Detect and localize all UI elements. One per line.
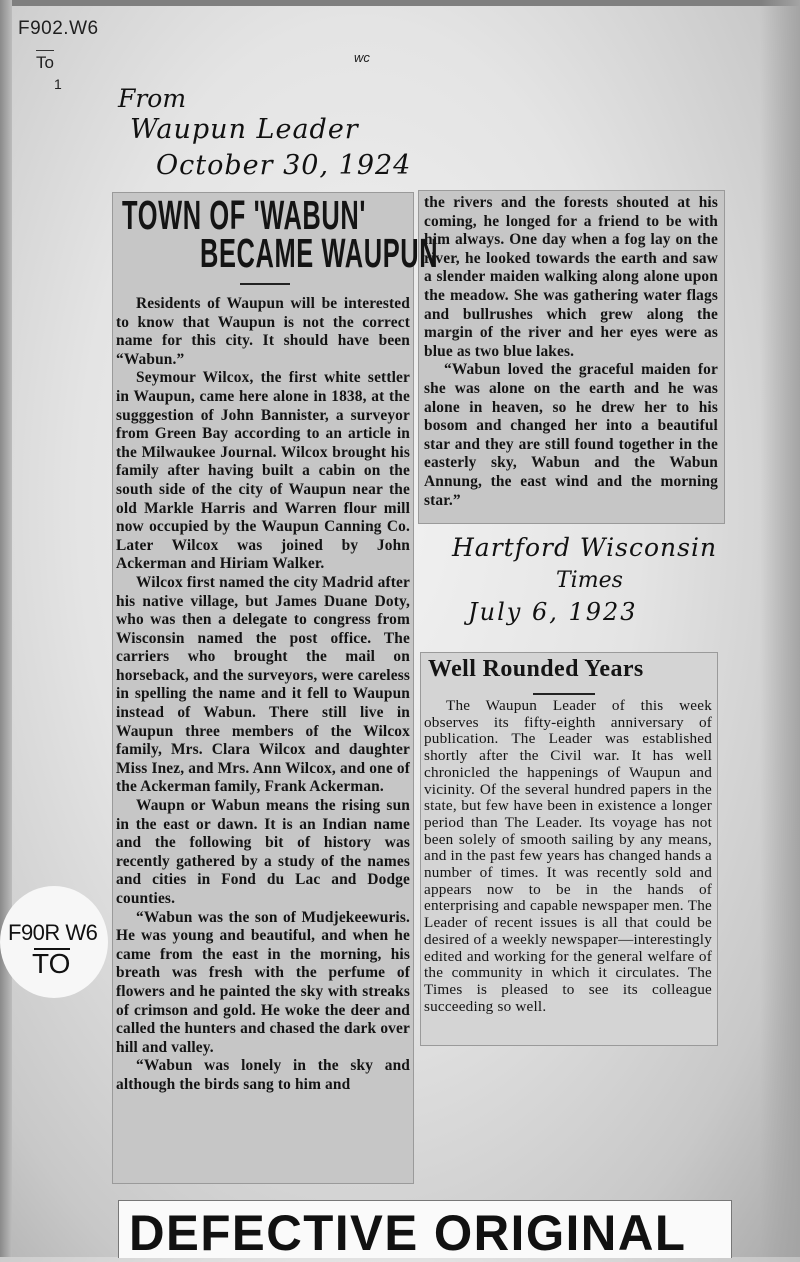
initials-mark: wc	[354, 50, 370, 65]
article-2-headline: Well Rounded Years	[428, 656, 644, 682]
call-number-stamp	[0, 886, 108, 998]
article-1-headline-line2: BECAME WAUPUN	[200, 230, 439, 276]
annotation-1-line2: Waupun Leader	[130, 114, 359, 145]
page-edge-left	[0, 0, 12, 1257]
headline-rule	[240, 283, 290, 285]
article-1-headline	[122, 192, 439, 276]
headline-rule	[533, 693, 595, 695]
annotation-2-line3: July 6, 1923	[468, 598, 638, 626]
annotation-2-line1: Hartford Wisconsin	[452, 533, 718, 562]
defective-original-label	[118, 1200, 732, 1261]
call-number-sub-mark: To	[36, 50, 54, 73]
annotation-2-line2: Times	[556, 568, 623, 593]
stamp-line1: F90R W6	[8, 920, 98, 945]
article-1-paragraph: “Wabun was the son of Mudjekeewuris. He was young and beautiful, and when he came from the east in the morning, his breath was fresh with the perfume of flowers and he painted the sky with streaks of crimson and gold. He woke the deer and called the hunters and chased the dark over hill and valley.	[116, 908, 410, 1056]
annotation-1-line3: October 30, 1924	[156, 150, 412, 181]
article-1-paragraph: Wilcox first named the city Madrid after his native village, but James Duane Doty, who was then a delegate to congress from Wisconsin named the post office. The carriers who brought the mail on horseback, and the surveyors, were careless in spelling the name and it fell to Waupun instead of Wabun. There still live in Waupun three members of the Wilcox family, Mrs. Clara Wilcox and daughter Miss Inez, and Mrs. Ann Wilcox, and one of the Ackerman family, Frank Ackerman.	[116, 573, 410, 796]
page-edge-right	[760, 0, 800, 1257]
article-1-paragraph: “Wabun was lonely in the sky and although the birds sang to him and	[116, 1057, 410, 1093]
article-1-paragraph: Seymour Wilcox, the first white settler in Waupun, came here alone in 1838, at the sugggestion of John Bannister, a surveyor from Green Bay according to an article in the Milwaukee Journal. Wilcox brought his family after having built a cabin on the south side of the city of Waupun near the old Markle Harris and Warren flour mill now occupied by the Waupun Canning Co. Later Wilcox was joined by John Ackerman and Hiriam Walker.	[116, 369, 410, 573]
article-2-paragraph: The Waupun Leader of this week observes its fifty-eighth anniversary of publication. The Leader was established shortly after the Civil war. It has well chronicled the happenings of Waupun and vicinity. Of the several hundred papers in the state, but few have been in existence a longer period than The Leader. Its voyage has not been solely of smooth sailing by any means, and in the past few years has changed hands a number of times. It was recently sold and appears now to be in the hands of enterprising and capable newspaper men. The Leader of recent issues is all that could be desired of a weekly newspaper—interestingly edited and working for the general welfare of the community in which it circulates. The Times is pleased to see its colleague succeeding so well.	[424, 697, 712, 1015]
article-2-body	[424, 698, 712, 1015]
annotation-1-line1: From	[118, 84, 187, 113]
tick-mark: 1	[54, 76, 62, 92]
call-number-mark: F902.W6	[18, 18, 99, 39]
article-1-paragraph: Residents of Waupun will be interested to know that Waupun is not the correct name for this city. It should have been “Wabun.”	[116, 295, 410, 368]
article-1-paragraph-continuation: the rivers and the forests shouted at his coming, he longed for a friend to be with him always. One day when a fog lay on the river, he looked towards the earth and saw a slender maiden walking along alone upon the meadow. She was gathering water flags and bullrushes which grew along the margin of the river and her eyes were as blue as two blue lakes.	[424, 194, 718, 360]
article-1-column-2	[424, 194, 718, 510]
article-1-paragraph: “Wabun loved the graceful maiden for she was alone on the earth and he was alone in heaven, so he drew her to his bosom and changed her into a beautiful star and they are still found together in the easterly sky, Wabun and the Wabun Annung, the east wind and the morning star.”	[424, 361, 718, 509]
defective-original-text: DEFECTIVE ORIGINAL	[129, 1205, 687, 1261]
article-1-headline-line1: TOWN OF 'WABUN'	[122, 192, 367, 238]
article-1-paragraph: Waupn or Wabun means the rising sun in the east or dawn. It is an Indian name and the following bit of history was recently gathered by a study of the names and cities in Fond du Lac and Dodge counties.	[116, 797, 410, 907]
page-edge-top	[0, 0, 800, 6]
stamp-line2: TO	[32, 948, 71, 979]
article-1-column-1	[116, 295, 410, 1095]
